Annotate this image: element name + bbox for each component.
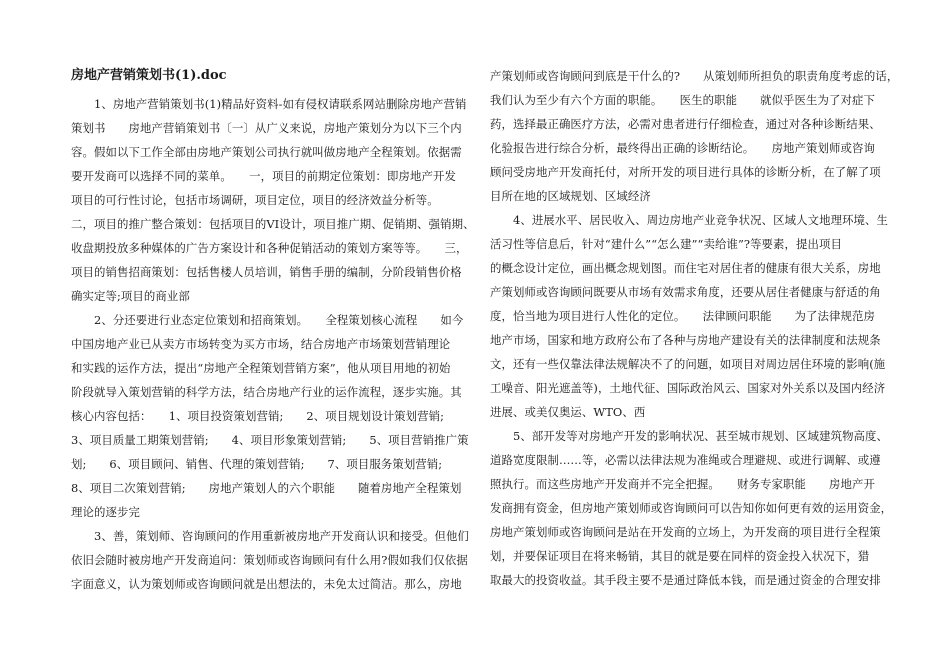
document-title: 房地产营销策划书(1).doc xyxy=(71,68,227,83)
body-text-line: 药，选择最正确医疗方法，必需对患者进行仔细检查，通过对各种诊断结果、 xyxy=(490,117,881,131)
body-text-line: 4、进展水平、居民收入、周边房地产业竞争状况、区域人文地理环境、生 xyxy=(490,213,889,227)
body-text-line: 划; 6、项目顾问、销售、代理的策划营销; 7、项目服务策划营销; xyxy=(71,457,443,471)
body-text-line: 二，项目的推广整合策划：包括项目的VI设计，项目推广期、促销期、强销期、 xyxy=(71,217,475,231)
body-text-line: 要开发商可以选择不同的菜单。 一，项目的前期定位策划：即房地产开发 xyxy=(71,169,456,183)
body-text-line: 产策划师或咨询顾问到底是干什么的? 从策划师所担负的职责角度考虑的话， xyxy=(490,69,899,83)
body-text-line: 化验报告进行综合分析，最终得出正确的诊断结论。 房地产策划师或咨询 xyxy=(490,141,875,155)
body-text-line: 活习性等信息后，针对“建什么”“怎么建”“卖给谁”?等要素，提出项目 xyxy=(490,237,842,251)
body-text-line: 理论的逐步完 xyxy=(71,505,140,519)
body-text-line: 顾问受房地产开发商托付，对所开发的项目进行具体的诊断分析，在了解了项 xyxy=(490,165,881,179)
body-text-line: 照执行。而这些房地产开发商并不完全把握。 财务专家职能 房地产开 xyxy=(490,477,875,491)
body-text-line: 工噪音、阳光遮盖等)，土地代征、国际政治风云、国家对外关系以及国内经济 xyxy=(490,381,886,395)
body-text-line: 项目的可行性讨论，包括市场调研，项目定位，项目的经济效益分析等。 xyxy=(71,193,439,207)
body-text-line: 发商拥有资金，但房地产策划师或咨询顾问可以告知你如何更有效的运用资金， xyxy=(490,501,893,515)
body-text-line: 度，恰当地为项目进行人性化的定位。 法律顾问职能 为了法律规范房 xyxy=(490,309,875,323)
body-text-line: 阶段就导入策划营销的科学方法，结合房地产行业的运作流程，逐步实施。其 xyxy=(71,385,462,399)
body-text-line: 2、分还要进行业态定位策划和招商策划。 全程策划核心流程 如今 xyxy=(71,313,464,327)
body-text-line: 字面意义，认为策划师或咨询顾问就是出想法的，未免太过简洁。那么，房地 xyxy=(71,577,462,591)
body-text-line: 取最大的投资收益。其手段主要不是通过降低本钱，而是通过资金的合理安排 xyxy=(490,573,881,587)
body-text-line: 5、部开发等对房地产开发的影响状况、甚至城市规划、区域建筑物高度、 xyxy=(490,429,889,443)
body-text-line: 1、房地产营销策划书(1)精品好资料-如有侵权请联系网站删除房地产营销 xyxy=(71,97,467,111)
body-text-line: 3、善，策划师、咨询顾问的作用重新被房地产开发商认识和接受。但他们 xyxy=(71,529,470,543)
body-text-line: 8、项目二次策划营销; 房地产策划人的六个职能 随着房地产全程策划 xyxy=(71,481,462,495)
body-text-line: 地产市场，国家和地方政府公布了各种与房地产建设有关的法律制度和法规条 xyxy=(490,333,881,347)
body-text-line: 的概念设计定位，画出概念规划图。而住宅对居住者的健康有很大关系，房地 xyxy=(490,261,881,275)
body-text-line: 3、项目质量工期策划营销; 4、项目形象策划营销; 5、项目营销推广策 xyxy=(71,433,469,447)
body-text-line: 核心内容包括： 1、项目投资策划营销; 2、项目规划设计策划营销; xyxy=(71,409,445,423)
body-text-line: 依旧会随时被房地产开发商追问：策划师或咨询顾问有什么用?假如我们仅依据 xyxy=(71,553,468,567)
body-text-line: 容。假如以下工作全部由房地产策划公司执行就叫做房地产全程策划。依据需 xyxy=(71,145,462,159)
body-text-line: 确实定等;项目的商业部 xyxy=(71,289,190,303)
body-text-line: 和实践的运作方法，提出“房地产全程策划营销方案”，他从项目用地的初始 xyxy=(71,361,451,375)
body-text-line: 收盘期投放多种媒体的广告方案设计和各种促销活动的策划方案等等。 三， xyxy=(71,241,468,255)
body-text-line: 我们认为至少有六个方面的职能。 医生的职能 就似乎医生为了对症下 xyxy=(490,93,875,107)
body-text-line: 房地产策划师或咨询顾问是站在开发商的立场上，为开发商的项目进行全程策 xyxy=(490,525,881,539)
body-text-line: 中国房地产业已从卖方市场转变为买方市场，结合房地产市场策划营销理论 xyxy=(71,337,451,351)
body-text-line: 划，并要保证项目在将来畅销，其目的就是要在同样的资金投入状况下，猎 xyxy=(490,549,870,563)
body-text-line: 进展、或美仅奥运、WTO、西 xyxy=(490,405,646,419)
body-text-line: 道路宽度限制……等，必需以法律法规为准绳或合理避规、或进行调解、或遵 xyxy=(490,453,881,467)
body-text-line: 文，还有一些仅靠法律法规解决不了的问题，如项目对周边居住环境的影响(施 xyxy=(490,357,886,371)
body-text-line: 策划书 房地产营销策划书〔一〕从广义来说，房地产策划分为以下三个内 xyxy=(71,121,462,135)
body-text-line: 目所在地的区域规划、区域经济 xyxy=(490,189,651,203)
body-text-line: 产策划师或咨询顾问既要从市场有效需求角度，还要从居住者健康与舒适的角 xyxy=(490,285,881,299)
body-text-line: 项目的销售招商策划：包括售楼人员培训，销售手册的编制，分阶段销售价格 xyxy=(71,265,462,279)
